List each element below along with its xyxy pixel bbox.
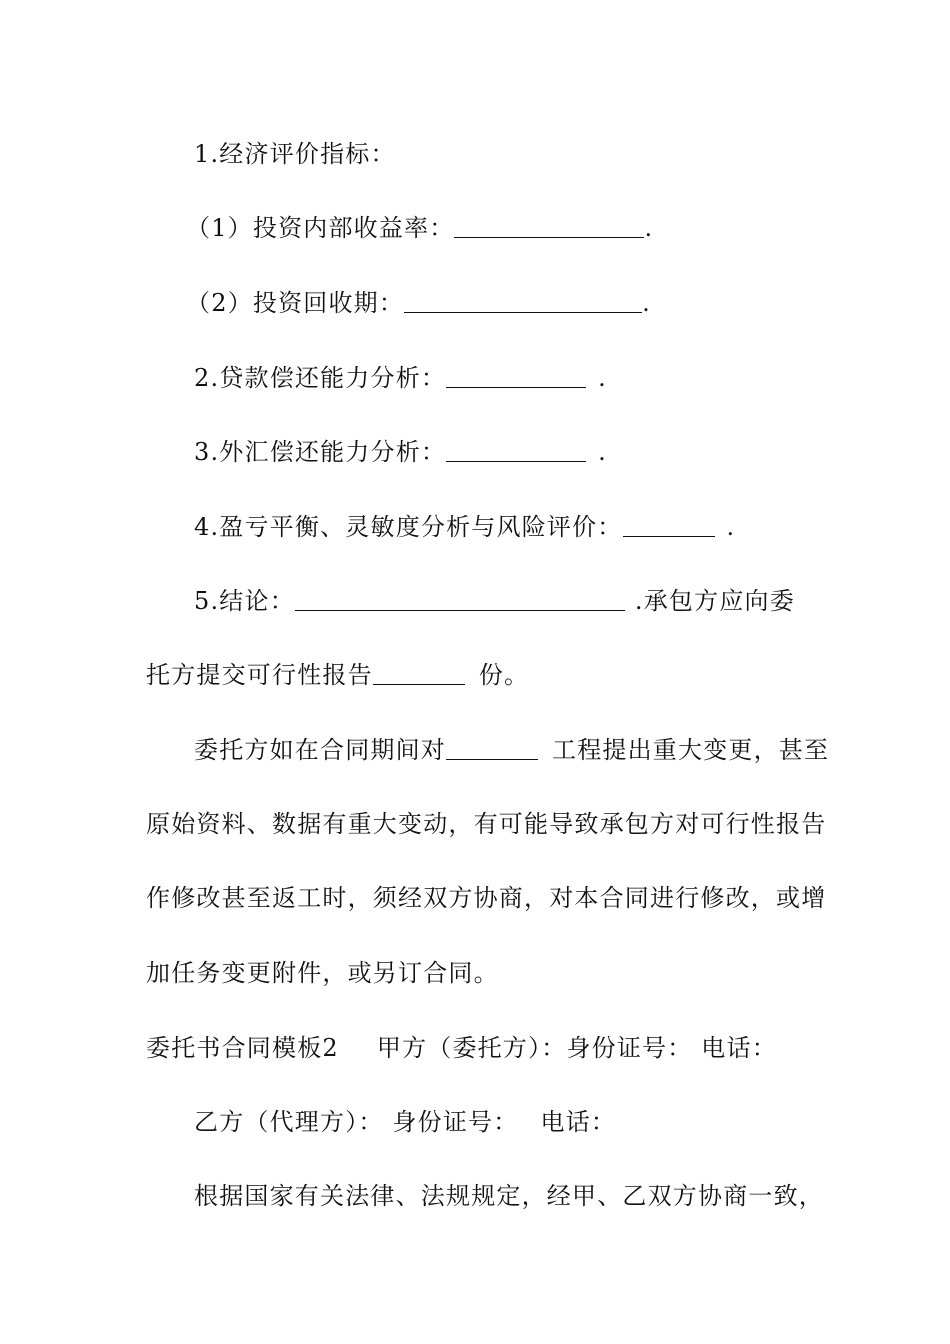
item-irr xyxy=(146,213,806,243)
paragraph-changes-line-1 xyxy=(146,735,830,765)
template2-heading xyxy=(146,1033,806,1063)
text: 作修改甚至返工时，须经双方协商，对本合同进行修改，或增 xyxy=(146,884,827,912)
fill-blank xyxy=(404,290,642,313)
party-b-fields: 乙方（代理方）： 身份证号： xyxy=(194,1108,519,1136)
paragraph-changes-line-3 xyxy=(146,883,827,913)
agreement-basis-line xyxy=(146,1181,824,1211)
party-a-fields: 甲方（委托方）：身份证号： 电话： xyxy=(376,1034,777,1062)
fill-blank xyxy=(446,737,538,760)
item-breakeven xyxy=(146,512,806,542)
text: . xyxy=(726,513,736,541)
text: 1.经济评价指标： xyxy=(194,140,396,168)
item-conclusion xyxy=(146,586,806,616)
party-b-phone-label: 电话： xyxy=(540,1108,617,1136)
text: . xyxy=(642,289,651,317)
text: 加任务变更附件，或另订合同。 xyxy=(146,959,499,987)
text: . xyxy=(598,438,607,466)
paragraph-report-copies xyxy=(146,660,806,690)
text: 2.贷款偿还能力分析： xyxy=(194,364,447,392)
item-forex-repayment xyxy=(146,437,806,467)
fill-blank xyxy=(623,514,715,537)
party-b-line xyxy=(146,1107,806,1137)
paragraph-changes-line-4 xyxy=(146,958,806,988)
text: （2）投资回收期： xyxy=(186,289,405,317)
text: 工程提出重大变更，甚至 xyxy=(552,736,830,764)
fill-blank xyxy=(295,588,625,611)
text: 原始资料、数据有重大变动，有可能导致承包方对可行性报告 xyxy=(146,810,827,838)
fill-blank xyxy=(454,215,644,238)
text: 5.结论： xyxy=(194,587,295,615)
item-payback xyxy=(146,288,806,318)
paragraph-changes-line-2 xyxy=(146,809,827,839)
item-loan-repayment xyxy=(146,363,806,393)
text: .承包方应向委 xyxy=(634,587,795,615)
text: . xyxy=(644,214,654,242)
text: （1）投资内部收益率： xyxy=(186,214,455,242)
text: 3.外汇偿还能力分析： xyxy=(194,438,447,466)
fill-blank xyxy=(446,365,586,388)
text: 托方提交可行性报告 xyxy=(146,661,373,689)
text: 4.盈亏平衡、灵敏度分析与风险评价： xyxy=(194,513,623,541)
text: . xyxy=(598,364,607,392)
text: 根据国家有关法律、法规规定，经甲、乙双方协商一致， xyxy=(194,1182,824,1210)
template-title: 委托书合同模板2 xyxy=(146,1034,339,1062)
text: 份。 xyxy=(478,661,530,689)
fill-blank xyxy=(373,662,465,685)
item-economic-indicators xyxy=(146,139,806,169)
fill-blank xyxy=(446,439,586,462)
text: 委托方如在合同期间对 xyxy=(194,736,446,764)
